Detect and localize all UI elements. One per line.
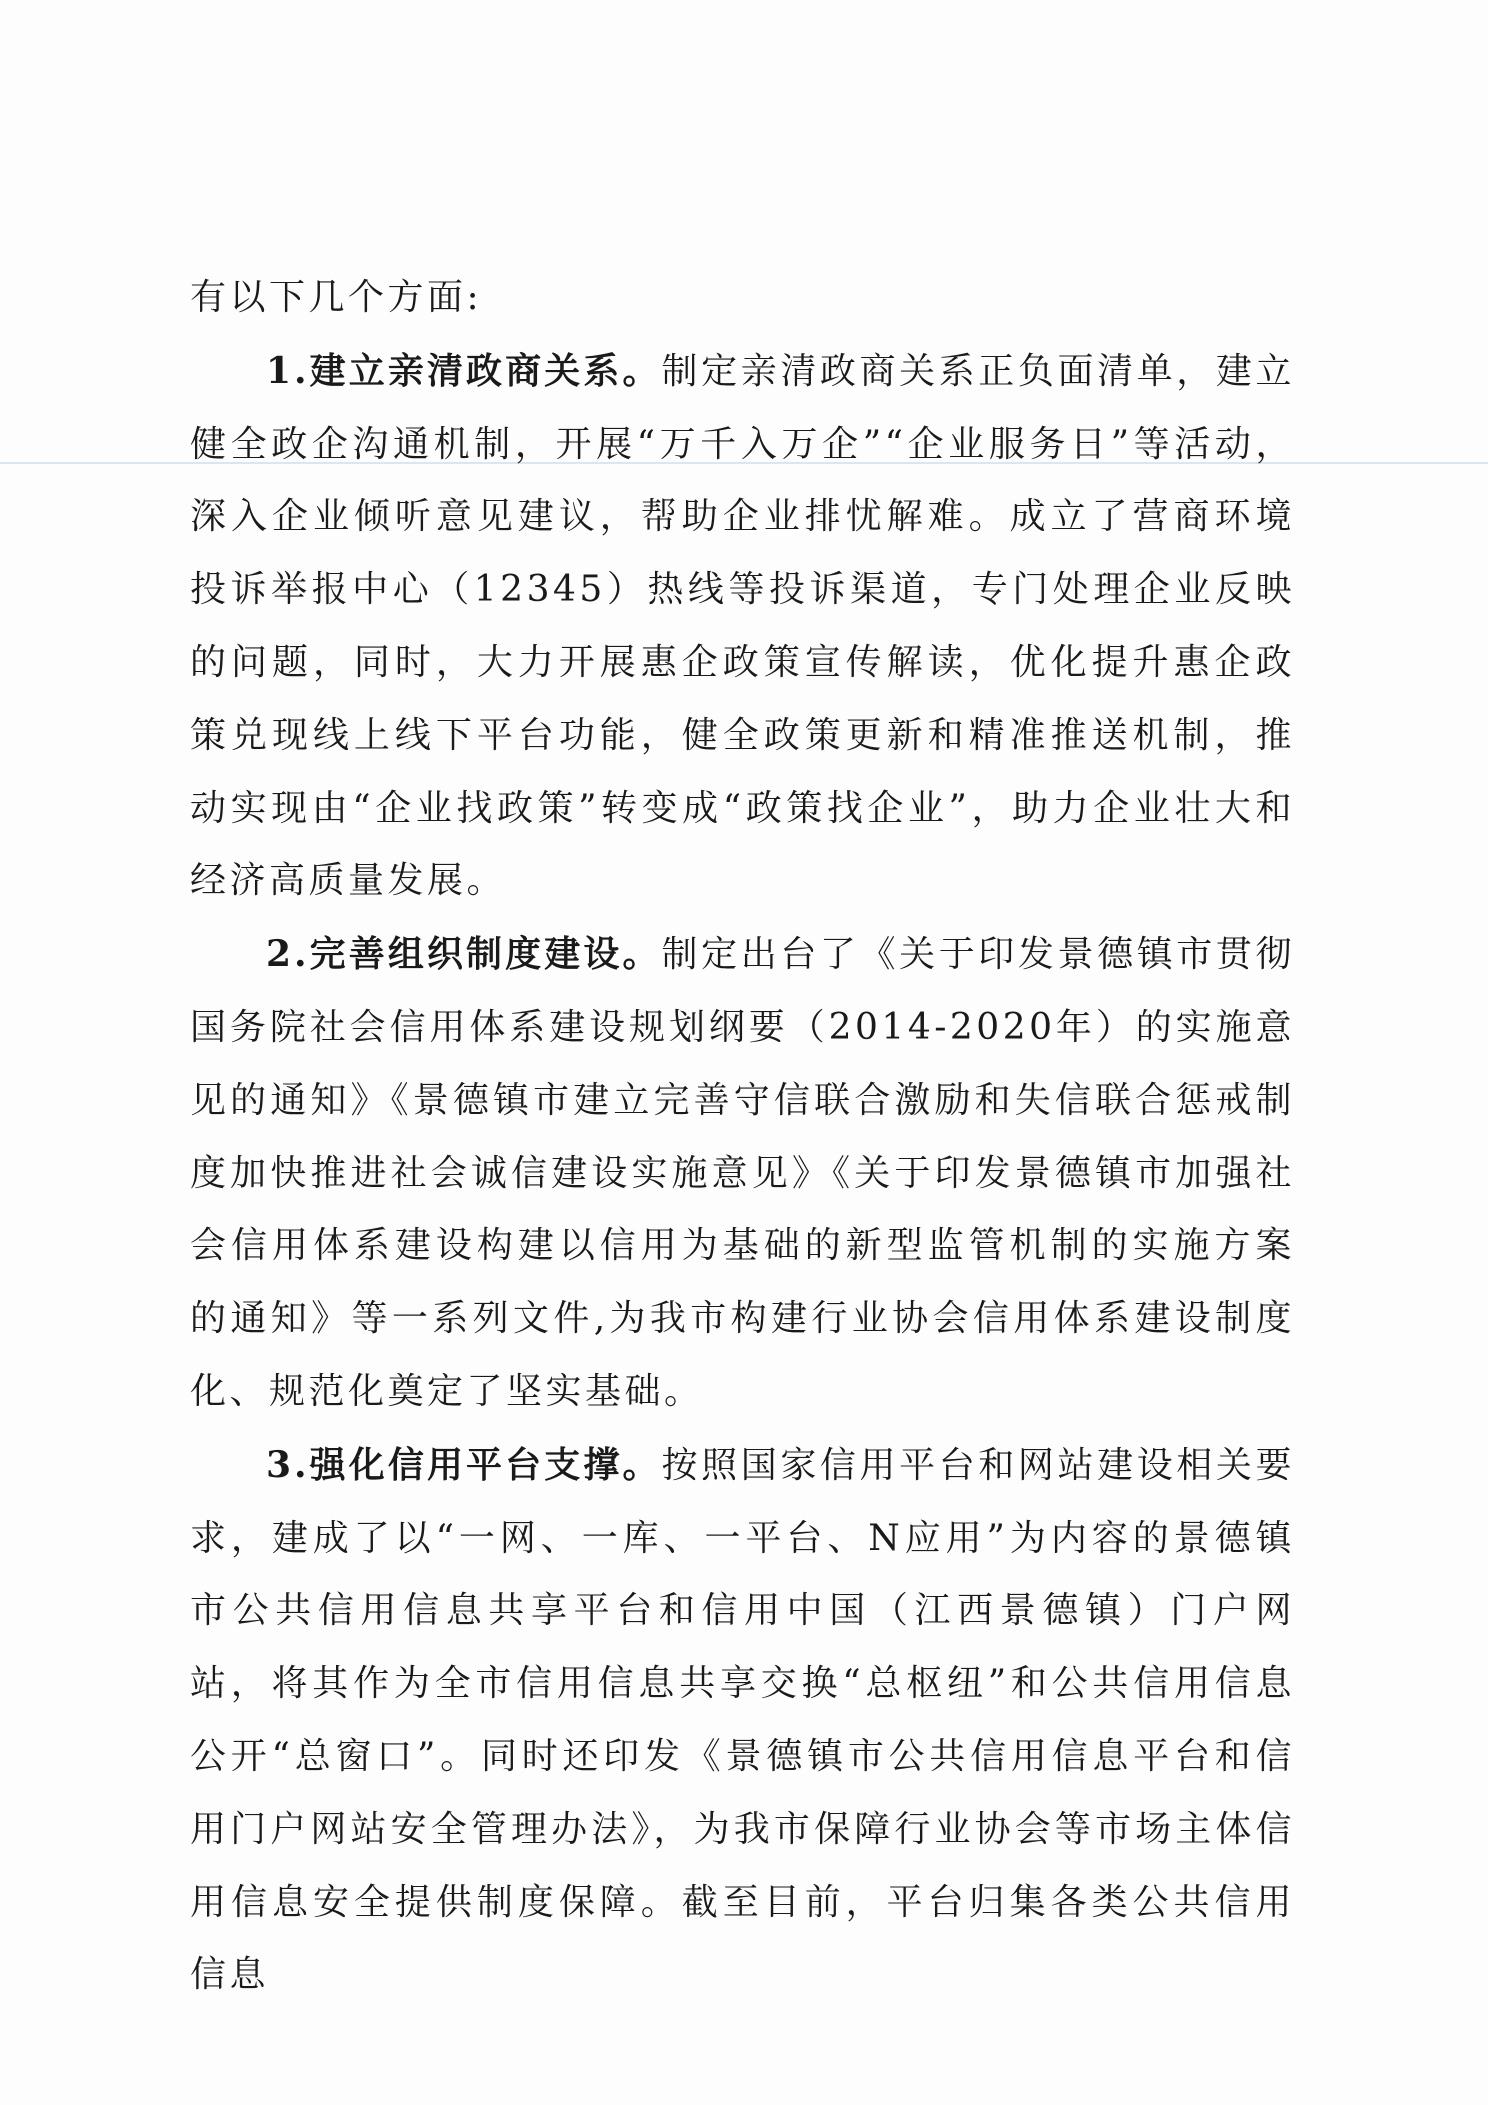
section-paragraph-1: [190, 335, 1295, 918]
section-body-1: 制定亲清政商关系正负面清单，建立健全政企沟通机制，开展“万千入万企”“企业服务日”等活动，深入企业倾听意见建议，帮助企业排忧解难。成立了营商环境投诉举报中心（12345）热线等投诉渠道，专门处理企业反映的问题，同时，大力开展惠企政策宣传解读，优化提升惠企政策兑现线上线下平台功能，健全政策更新和精准推送机制，推动实现由“企业找政策”转变成“政策找企业”，助力企业壮大和经济高质量发展。: [190, 350, 1295, 902]
section-heading-3: 3.强化信用平台支撑。: [266, 1443, 662, 1486]
section-body-3: 按照国家信用平台和网站建设相关要求，建成了以“一网、一库、一平台、N应用”为内容的景德镇市公共信用信息共享平台和信用中国（江西景德镇）门户网站，将其作为全市信用信息共享交换“总枢纽”和公共信用信息公开“总窗口”。同时还印发《景德镇市公共信用信息平台和信用门户网站安全管理办法》，为我市保障行业协会等市场主体信用信息安全提供制度保障。截至目前，平台归集各类公共信用信息: [190, 1444, 1295, 1996]
intro-text: 有以下几个方面:: [190, 277, 483, 318]
section-heading-2: 2.完善组织制度建设。: [266, 933, 662, 976]
section-paragraph-2: [190, 918, 1295, 1429]
section-heading-1: 1.建立亲清政商关系。: [266, 349, 662, 392]
section-paragraph-3: [190, 1429, 1295, 2012]
section-body-2: 制定出台了《关于印发景德镇市贯彻国务院社会信用体系建设规划纲要（2014-2020年）的实施意见的通知》《景德镇市建立完善守信联合激励和失信联合惩戒制度加快推进社会诚信建设实施意见》《关于印发景德镇市加强社会信用体系建设构建以信用为基础的新型监管机制的实施方案的通知》等一系列文件,为我市构建行业协会信用体系建设制度化、规范化奠定了坚实基础。: [190, 934, 1295, 1412]
intro-paragraph: [190, 262, 1295, 335]
document-body: [190, 262, 1295, 2012]
